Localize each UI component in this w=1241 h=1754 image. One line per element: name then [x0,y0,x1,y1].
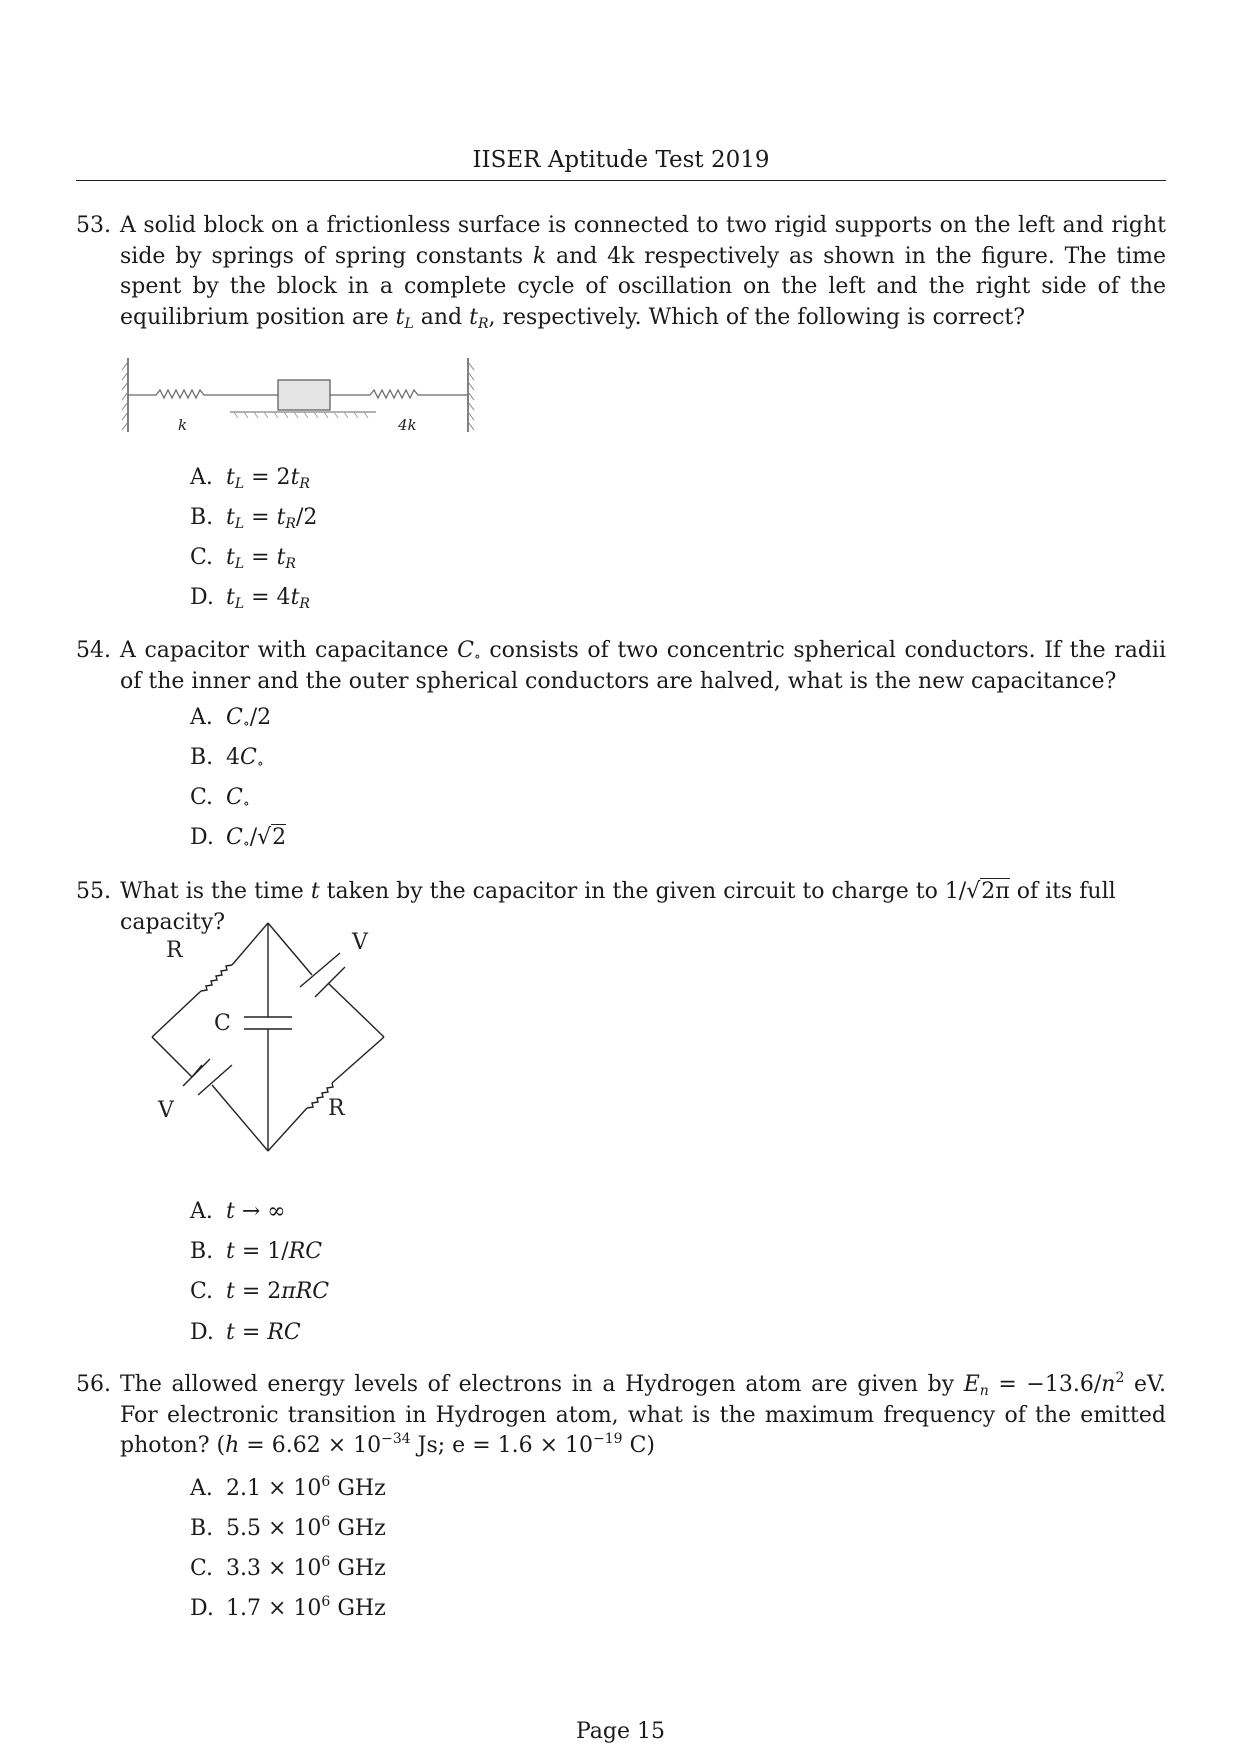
q55-option-c: C. t = 2πRC [190,1279,330,1304]
page-header: IISER Aptitude Test 2019 [472,147,770,173]
q56-option-c: C. $3.3 \times 10^6$ GHz [190,1554,386,1581]
question-53-number: 53. [76,213,111,238]
question-54-text: A capacitor with capacitance $C_\circ$ consists of two concentric spherical conductors. If the radii of the inner and the outer spherical conductors are halved, what is the new capacitance? [120,638,1166,694]
spring-label-right: 4k [398,416,417,434]
label-v-top: V [352,930,368,955]
label-v-bottom: V [158,1098,174,1123]
q56-option-d: D. $1.7 \times 10^6$ GHz [190,1594,386,1621]
q53-option-a: A. $t_L = 2t_R$ [190,465,310,492]
page-number: Page 15 [575,1719,666,1744]
q54-option-d: D. $C_\circ/√2$ [190,825,287,852]
question-55-text: What is the time t taken by the capacitor in the given circuit to charge to 1/√2π of its full capacity? [120,879,1116,935]
question-56-number: 56. [76,1372,111,1397]
q56-option-a: A. $2.1 \times 10^6$ GHz [190,1474,386,1501]
spring-block-figure [118,352,478,438]
q53-option-c: C. $t_L = t_R$ [190,545,296,572]
q54-option-a: A. $C_\circ/2$ [190,705,272,732]
q55-option-d: D. t = RC [190,1320,301,1345]
q54-option-c: C. $C_\circ$ [190,785,250,812]
spring-label-left: k [178,416,188,434]
rc-circuit-figure [140,915,410,1165]
label-r-top: R [166,938,183,963]
question-56-text: The allowed energy levels of electrons in a Hydrogen atom are given by $E_n = -13.6/n^2$ eV. For electronic transition in Hydrogen atom, what is the maximum frequency of the emitted photon? ($h = 6.62 \times 10^{-34}$ Js; $e = 1.6 \times 10^{-19}$ C) [120,1370,1166,1458]
header-rule [76,180,1166,181]
q54-option-b: B. $4C_\circ$ [190,745,264,772]
q53-option-b: B. $t_L = t_R/2$ [190,505,318,532]
q55-option-b: B. t = 1/RC [190,1239,323,1264]
label-c: C [214,1011,231,1036]
q56-option-b: B. $5.5 \times 10^6$ GHz [190,1514,386,1541]
question-54-number: 54. [76,638,111,663]
label-r-bottom: R [328,1096,345,1121]
q55-option-a: A. t → ∞ [190,1199,286,1224]
question-53-text: A solid block on a frictionless surface is connected to two rigid supports on the left and right side by springs of spring constants k and 4k respectively as shown in the figure. The time spent by the block in a complete cycle of oscillation on the left and the right side of the equilibrium position are $t_L$ and $t_R$, respectively. Which of the following is correct? [120,213,1166,332]
q53-option-d: D. $t_L = 4t_R$ [190,585,310,612]
question-55-number: 55. [76,879,111,904]
